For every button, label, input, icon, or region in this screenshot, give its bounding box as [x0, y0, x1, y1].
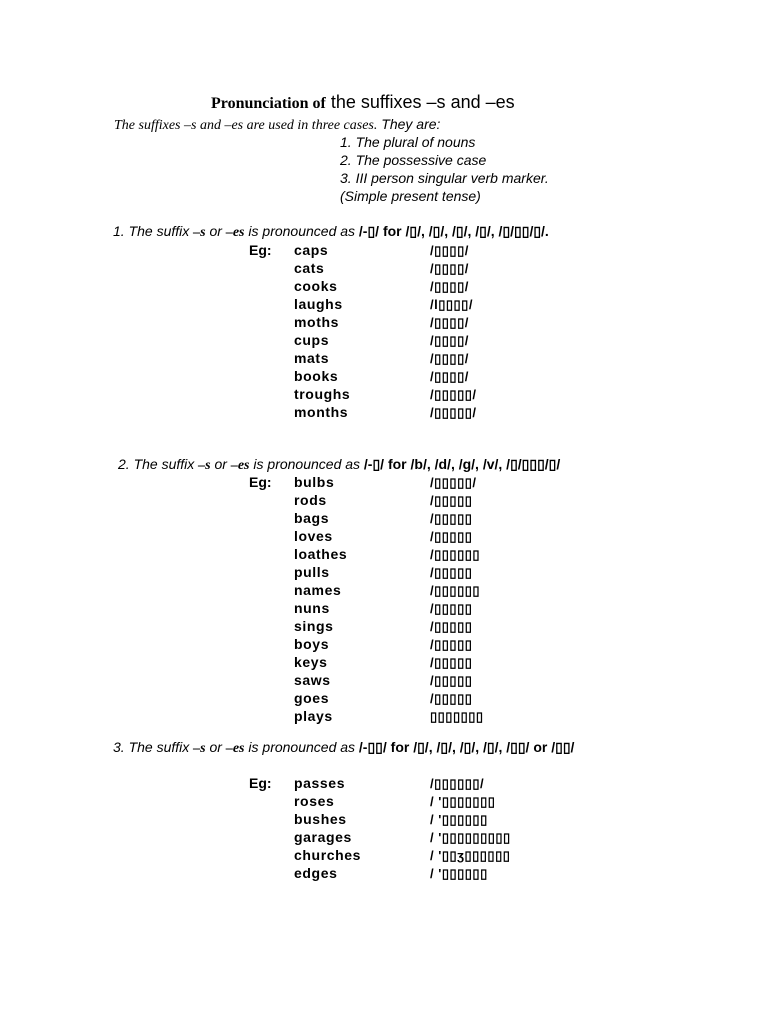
- heading-or: or: [205, 739, 226, 755]
- suffix-es: –es: [225, 741, 245, 756]
- heading-lead: 2. The suffix: [118, 456, 199, 472]
- eg-label: Eg:: [249, 242, 272, 258]
- example-word: mats: [294, 350, 330, 366]
- example-transcription: /▯▯▯▯/: [430, 315, 469, 330]
- example-word: churches: [294, 847, 362, 863]
- example-transcription: /▯▯▯▯/: [430, 261, 469, 276]
- title-part-2: the suffixes –s and –es: [325, 92, 515, 112]
- section-3-heading: [113, 739, 574, 757]
- case-item-2: 2. The possessive case: [340, 152, 487, 168]
- example-word: caps: [294, 242, 329, 258]
- example-transcription: / '▯▯▯▯▯▯: [430, 812, 488, 827]
- example-word: cups: [294, 332, 330, 348]
- title-part-1: Pronunciation of: [211, 95, 326, 112]
- example-transcription: /▯▯▯▯▯/: [430, 475, 477, 490]
- example-transcription: /▯▯▯▯▯: [430, 565, 473, 580]
- example-word: pulls: [294, 564, 330, 580]
- example-word: goes: [294, 690, 330, 706]
- eg-label: Eg:: [249, 775, 272, 791]
- section-2-heading: [118, 456, 560, 474]
- eg-label: Eg:: [249, 474, 272, 490]
- example-transcription: /▯▯▯▯/: [430, 333, 469, 348]
- example-word: cats: [294, 260, 325, 276]
- section-1-heading: [113, 223, 549, 241]
- example-word: keys: [294, 654, 328, 670]
- example-word: moths: [294, 314, 339, 330]
- suffix-s: –s: [193, 225, 206, 240]
- suffix-s: –s: [193, 741, 206, 756]
- example-transcription: /l▯▯▯▯/: [430, 297, 473, 312]
- intro-part-2: They are:: [377, 116, 441, 132]
- example-transcription: /▯▯▯▯▯: [430, 673, 473, 688]
- suffix-es: –es: [225, 225, 245, 240]
- page-title: [211, 92, 515, 113]
- example-transcription: / '▯▯▯▯▯▯▯: [430, 794, 496, 809]
- intro-line: [114, 116, 440, 134]
- heading-sounds: /-▯▯/ for /▯/, /▯/, /▯/, /▯/, /▯▯/ or /▯▯/: [358, 739, 575, 755]
- example-transcription: /▯▯▯▯▯: [430, 637, 473, 652]
- case-item-1: 1. The plural of nouns: [340, 134, 476, 150]
- example-transcription: / '▯▯ʒ▯▯▯▯▯▯: [430, 848, 511, 863]
- example-transcription: /▯▯▯▯▯: [430, 619, 473, 634]
- heading-mid: is pronounced as: [249, 456, 364, 472]
- case-item-3: 3. III person singular verb marker.: [340, 170, 549, 186]
- heading-mid: is pronounced as: [244, 223, 359, 239]
- example-transcription: /▯▯▯▯▯▯: [430, 583, 481, 598]
- example-word: laughs: [294, 296, 343, 312]
- example-word: bulbs: [294, 474, 335, 490]
- heading-mid: is pronounced as: [244, 739, 359, 755]
- example-word: nuns: [294, 600, 330, 616]
- example-transcription: /▯▯▯▯▯/: [430, 405, 477, 420]
- heading-lead: 3. The suffix: [113, 739, 194, 755]
- suffix-s: –s: [198, 458, 211, 473]
- example-word: bags: [294, 510, 330, 526]
- example-transcription: / '▯▯▯▯▯▯▯▯▯: [430, 830, 511, 845]
- example-word: sings: [294, 618, 334, 634]
- example-transcription: /▯▯▯▯/: [430, 351, 469, 366]
- example-word: names: [294, 582, 342, 598]
- example-word: roses: [294, 793, 335, 809]
- heading-sounds: /-▯/ for /b/, /d/, /g/, /v/, /▯/▯▯▯/▯/: [363, 456, 561, 472]
- example-word: loathes: [294, 546, 348, 562]
- heading-lead: 1. The suffix: [113, 223, 194, 239]
- example-word: edges: [294, 865, 338, 881]
- heading-or: or: [210, 456, 231, 472]
- heading-sounds: /-▯/ for /▯/, /▯/, /▯/, /▯/, /▯/▯▯/▯/.: [358, 223, 549, 239]
- example-transcription: /▯▯▯▯/: [430, 369, 469, 384]
- example-transcription: /▯▯▯▯/: [430, 243, 469, 258]
- suffix-es: –es: [230, 458, 250, 473]
- example-transcription: ▯▯▯▯▯▯▯: [430, 709, 484, 724]
- example-transcription: /▯▯▯▯▯▯: [430, 547, 481, 562]
- example-transcription: /▯▯▯▯▯▯/: [430, 776, 485, 791]
- heading-or: or: [205, 223, 226, 239]
- example-transcription: /▯▯▯▯▯: [430, 655, 473, 670]
- example-word: bushes: [294, 811, 347, 827]
- example-word: cooks: [294, 278, 338, 294]
- example-word: loves: [294, 528, 333, 544]
- intro-part-1: The suffixes –s and –es are used in three cases.: [114, 118, 378, 133]
- example-transcription: /▯▯▯▯▯: [430, 601, 473, 616]
- example-transcription: /▯▯▯▯▯: [430, 529, 473, 544]
- example-word: passes: [294, 775, 346, 791]
- example-transcription: /▯▯▯▯▯: [430, 493, 473, 508]
- example-word: boys: [294, 636, 330, 652]
- example-word: rods: [294, 492, 327, 508]
- example-transcription: /▯▯▯▯/: [430, 279, 469, 294]
- example-transcription: /▯▯▯▯▯/: [430, 387, 477, 402]
- example-transcription: /▯▯▯▯▯: [430, 691, 473, 706]
- example-transcription: / '▯▯▯▯▯▯: [430, 866, 488, 881]
- example-word: troughs: [294, 386, 351, 402]
- case-note: (Simple present tense): [340, 188, 481, 204]
- example-word: saws: [294, 672, 331, 688]
- example-word: garages: [294, 829, 352, 845]
- example-transcription: /▯▯▯▯▯: [430, 511, 473, 526]
- example-word: months: [294, 404, 349, 420]
- example-word: books: [294, 368, 339, 384]
- example-word: plays: [294, 708, 333, 724]
